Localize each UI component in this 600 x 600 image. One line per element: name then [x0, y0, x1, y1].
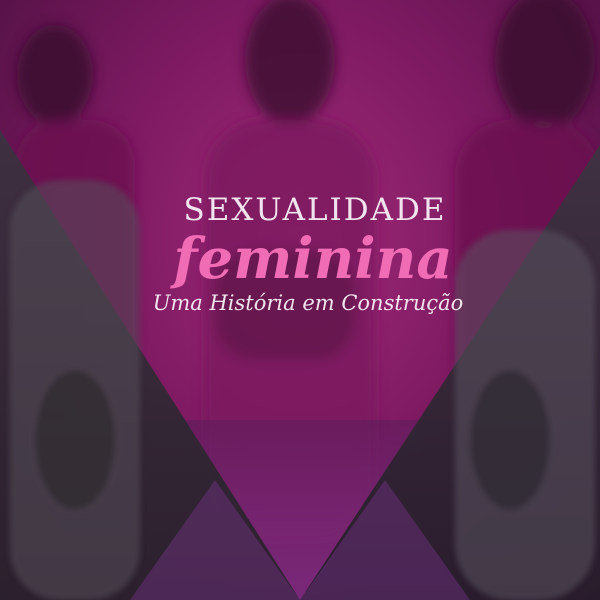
subtitle: Uma História em Construção [152, 291, 464, 315]
title-line-2: feminina [173, 226, 453, 292]
title-block [0, 190, 600, 318]
title-line-1: SEXUALIDADE [183, 192, 447, 228]
